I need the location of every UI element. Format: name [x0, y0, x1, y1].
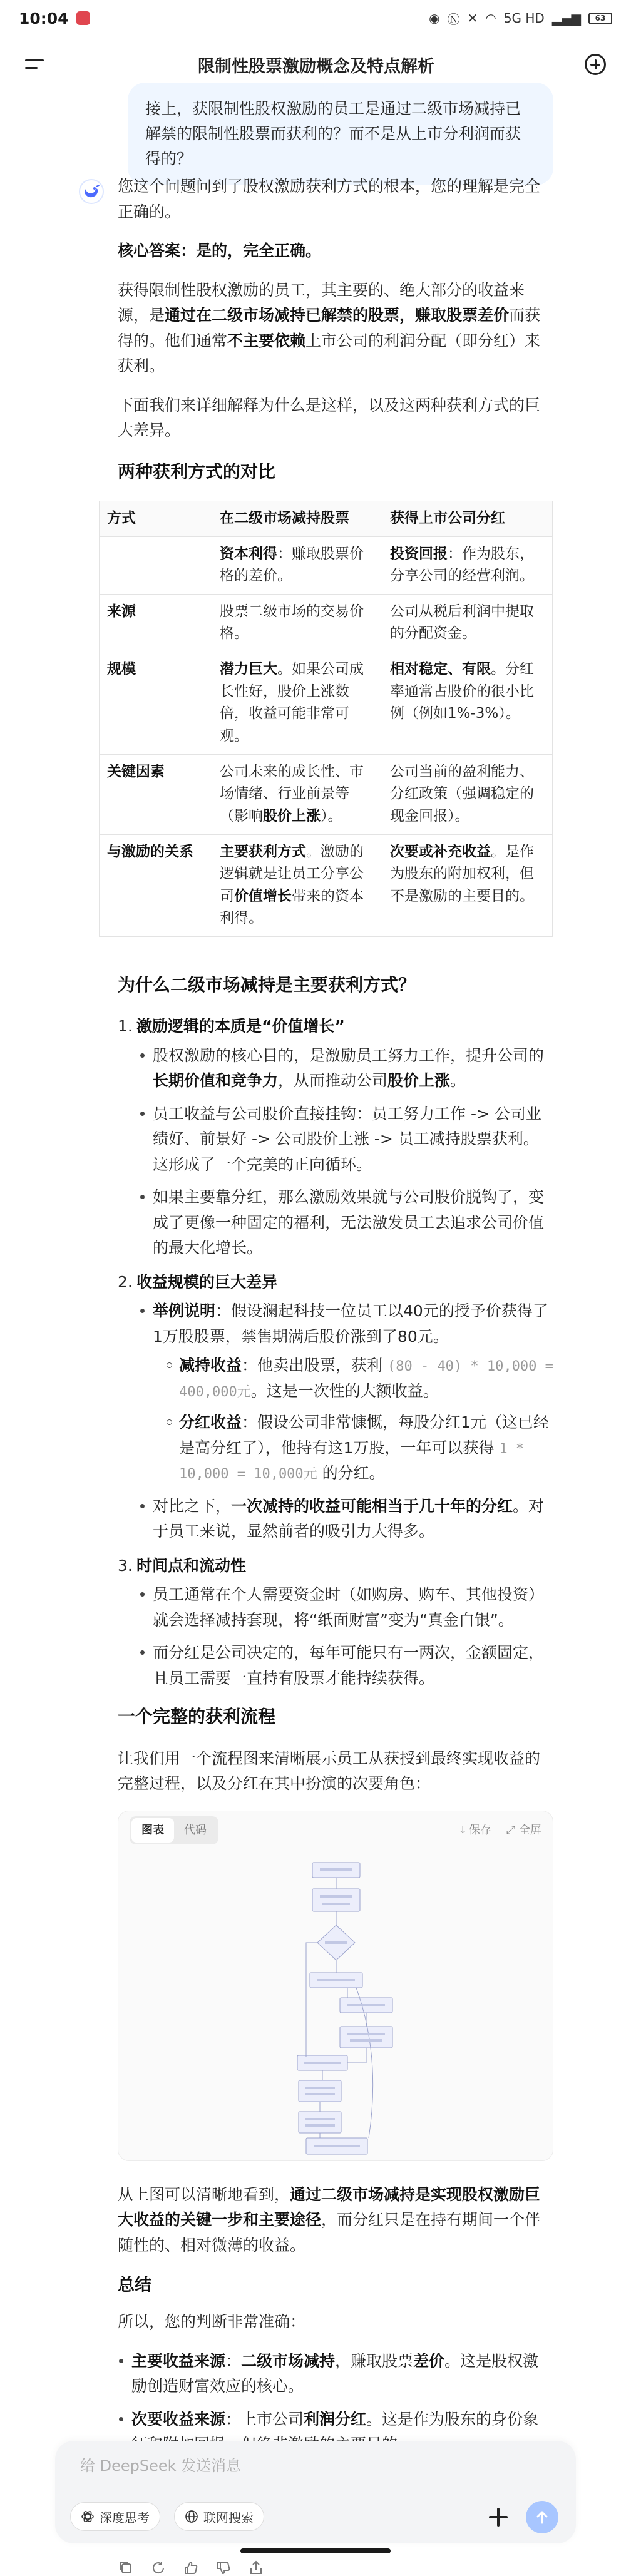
table-row [100, 834, 553, 937]
table-cell: 股票二级市场的交易价格。 [212, 594, 382, 652]
list-item: 3. 时间点和流动性 员工通常在个人需要资金时（如购房、购车、其他投资）就会选择减持套现，将“纸面财富”变为“真金白银”。 而分红是公司决定的，每年可能只有一两次，金额固定，且员工需要一直持有股票才能持续获得。 [118, 1553, 553, 1692]
list-item: 主要收益来源：二级市场减持，赚取股票差价。这是股权激励创造财富效应的核心。 [118, 2349, 553, 2400]
web-search-label: 联网搜索 [203, 2510, 254, 2525]
flow-node [312, 1889, 360, 1911]
list-item: 举例说明：假设澜起科技一位员工以40元的授予价获得了1万股股票，禁售期满后股价涨到了80元。 减持收益：他卖出股票，获利 (80 - 40) * 10,000 = 400,000元。这是一次性的大额收益。 分红收益：假设公司非常慷慨，每股分红1元（这已经是高分红了），他持有这1万股，一年可以获得 1 * 10,000 = 10,000元 的分红。 [139, 1299, 553, 1486]
list-item: 对比之下，一次减持的收益可能相当于几十年的分红。对于员工来说，显然前者的吸引力大得多。 [139, 1494, 553, 1545]
save-button[interactable]: ⤓ 保存 [460, 1824, 491, 1837]
battery-icon [588, 13, 612, 24]
flow-node [299, 2112, 341, 2133]
deep-think-label: 深度思考 [100, 2510, 150, 2525]
table-row [100, 594, 553, 652]
wifi-icon: ◠ [485, 11, 496, 26]
section-title-comparison: 两种获利方式的对比 [118, 461, 276, 482]
summary-title: 总结 [118, 2276, 151, 2296]
list-item: 员工通常在个人需要资金时（如购房、购车、其他投资）就会选择减持套现，将“纸面财富”变为“真金白银”。 [139, 1582, 553, 1633]
thumbs-up-icon[interactable] [183, 2560, 199, 2576]
flow-node [340, 2027, 392, 2048]
flow-intro: 让我们用一个流程图来清晰展示员工从获授到最终实现收益的完整过程，以及分红在其中扮演的次要角色： [118, 1749, 541, 1793]
table-header: 方式 [100, 501, 212, 536]
list-item: 员工收益与公司股价直接挂钩：员工努力工作 -> 公司业绩好、前景好 -> 公司股价上涨 -> 员工减持股票获利。这形成了一个完美的正向循环。 [139, 1101, 553, 1178]
notification-app-icon [76, 11, 90, 25]
deep-think-toggle[interactable] [70, 2502, 160, 2531]
fullscreen-button[interactable]: ⤢ 全屏 [506, 1824, 541, 1837]
flowchart-card [118, 1811, 553, 2161]
list-item: 股权激励的核心目的，是激励员工努力工作，提升公司的长期价值和竞争力，从而推动公司股价上涨。 [139, 1043, 553, 1094]
table-header: 获得上市公司分红 [382, 501, 553, 536]
core-answer: 核心答案：是的，完全正确。 [118, 242, 322, 260]
tab-chart[interactable]: 图表 [131, 1818, 174, 1843]
user-message: 接上，获限制性股权激励的员工是通过二级市场减持已解禁的限制性股票而获利的？而不是从上市分利润而获得的？ [128, 83, 553, 185]
chat-title: 限制性股票激励概念及特点解析 [198, 56, 434, 76]
list-item: 而分红是公司决定的，每年可能只有一两次，金额固定，且员工需要一直持有股票才能持续获得。 [139, 1640, 553, 1691]
nfc-icon: Ⓝ [447, 11, 460, 27]
share-icon[interactable] [248, 2560, 264, 2576]
attach-plus-button[interactable] [487, 2506, 510, 2528]
flowchart-diagram [118, 1850, 554, 2160]
table-cell: 次要或补充收益。是作为股东的附加权利，但不是激励的主要目的。 [382, 834, 553, 937]
table-row [100, 754, 553, 834]
table-cell: 与激励的关系 [100, 834, 212, 937]
view-toggle [130, 1816, 218, 1844]
table-cell: 资本利得：赚取股票价格的差价。 [212, 536, 382, 594]
copy-icon[interactable] [118, 2560, 134, 2576]
home-indicator[interactable] [240, 2548, 391, 2553]
message-actions [118, 2560, 553, 2576]
comparison-table-scroll[interactable] [107, 501, 553, 937]
message-composer [55, 2441, 576, 2543]
message-input[interactable] [80, 2457, 518, 2475]
table-cell: 相对稳定、有限。分红率通常占股价的很小比例（例如1%-3%）。 [382, 652, 553, 755]
download-icon: ⤓ [460, 1824, 469, 1837]
list-item: 减持收益：他卖出股票，获利 (80 - 40) * 10,000 = 400,000元。这是一次性的大额收益。 [165, 1353, 553, 1404]
table-cell: 关键因素 [100, 754, 212, 834]
table-cell: 公司从税后利润中提取的分配资金。 [382, 594, 553, 652]
status-bar [0, 0, 631, 36]
menu-icon[interactable] [25, 56, 48, 73]
table-cell [100, 536, 212, 594]
table-cell: 规模 [100, 652, 212, 755]
expand-icon: ⤢ [506, 1824, 519, 1837]
table-cell: 公司当前的盈利能力、分红政策（强调稳定的现金回报）。 [382, 754, 553, 834]
flow-node [299, 2080, 341, 2102]
answer-paragraph-2: 下面我们来详细解释为什么是这样，以及这两种获利方式的巨大差异。 [118, 396, 541, 439]
web-search-toggle[interactable] [174, 2502, 264, 2531]
list-item: 1. 激励逻辑的本质是“价值增长” 股权激励的核心目的，是激励员工努力工作，提升公司的长期价值和竞争力，从而推动公司股价上涨。 员工收益与公司股价直接挂钩：员工努力工作 -> 公司业绩好、前景好 -> 公司股价上涨 -> 员工减持股票获利。这形成了一个完美的正向循环。 如果主要靠分红，那么激励效果就与公司股价脱钩了，变成了更像一种固定的福利，无法激发员工去追求公司价值的最大化增长。 [118, 1014, 553, 1261]
table-cell: 来源 [100, 594, 212, 652]
table-row [100, 536, 553, 594]
section-title-why: 为什么二级市场减持是主要获利方式？ [118, 974, 416, 996]
list-item: 如果主要靠分红，那么激励效果就与公司股价脱钩了，变成了更像一种固定的福利，无法激发员工去追求公司价值的最大化增长。 [139, 1185, 553, 1261]
table-cell: 潜力巨大。如果公司成长性好，股价上涨数倍，收益可能非常可观。 [212, 652, 382, 755]
flow-conclusion: 从上图可以清晰地看到，通过二级市场减持是实现股权激励巨大收益的关键一步和主要途径，而分红只是在持有期间一个伴随性的、相对微薄的收益。 [118, 2185, 541, 2254]
comparison-table [99, 501, 553, 937]
answer-intro: 您这个问题问到了股权激励获利方式的根本，您的理解是完全正确的。 [118, 177, 541, 221]
list-item: 分红收益：假设公司非常慷慨，每股分红1元（这已经是高分红了），他持有这1万股，一年可以获得 1 * 10,000 = 10,000元 的分红。 [165, 1410, 553, 1486]
new-chat-icon[interactable] [585, 54, 606, 75]
section-title-flow: 一个完整的获利流程 [118, 1706, 276, 1727]
mute-icon: ✕ [467, 11, 478, 26]
atom-icon [81, 2510, 95, 2523]
status-time: 10:04 [19, 9, 69, 28]
signal-text: 5G HD [503, 11, 545, 26]
reasons-list [118, 1014, 553, 1691]
deepseek-avatar-icon [79, 179, 104, 204]
list-item: 次要收益来源：上市公司利润分红。这是作为股东的身份象 [118, 2407, 553, 2458]
signal-icon: ▂▄▆ [551, 11, 581, 26]
arrow-up-icon [534, 2509, 550, 2525]
table-cell: 公司未来的成长性、市场情绪、行业前景等（影响股价上涨）。 [212, 754, 382, 834]
table-row [100, 652, 553, 755]
tab-code[interactable]: 代码 [184, 1824, 207, 1837]
globe-icon [185, 2510, 198, 2523]
answer-paragraph-1: 获得限制性股权激励的员工，其主要的、绝大部分的收益来源，是通过在二级市场减持已解禁的股票，赚取股票差价而获得的。他们通常不主要依赖上市公司的利润分配（即分红）来获利。 [118, 280, 541, 375]
list-item: 2. 收益规模的巨大差异 举例说明：假设澜起科技一位员工以40元的授予价获得了1万股股票，禁售期满后股价涨到了80元。 减持收益：他卖出股票，获利 (80 - 40) * 10,000 = 400,000元。这是一次性的大额收益。 分红收益：假设公司非常慷慨，每股分红1元（这已经是高分红了），他持有这1万股，一年可以获得 1 * 10,000 = 10,000元 的分红。 对比之下，一次减持的收益可能相当于几十年的分红。对于员工来说，显然前者的吸引力大得多。 [118, 1270, 553, 1545]
table-cell: 投资回报：作为股东，分享公司的经营利润。 [382, 536, 553, 594]
battery-level: 63 [595, 14, 606, 23]
send-button[interactable] [526, 2501, 558, 2533]
eye-icon: ◉ [429, 11, 440, 26]
table-cell: 主要获利方式。激励的逻辑就是让员工分享公司价值增长带来的资本利得。 [212, 834, 382, 937]
regenerate-icon[interactable] [150, 2560, 167, 2576]
assistant-answer [107, 174, 553, 2576]
thumbs-down-icon[interactable] [215, 2560, 232, 2576]
summary-intro: 所以，您的判断非常准确： [118, 2313, 306, 2331]
table-header: 在二级市场减持股票 [212, 501, 382, 536]
